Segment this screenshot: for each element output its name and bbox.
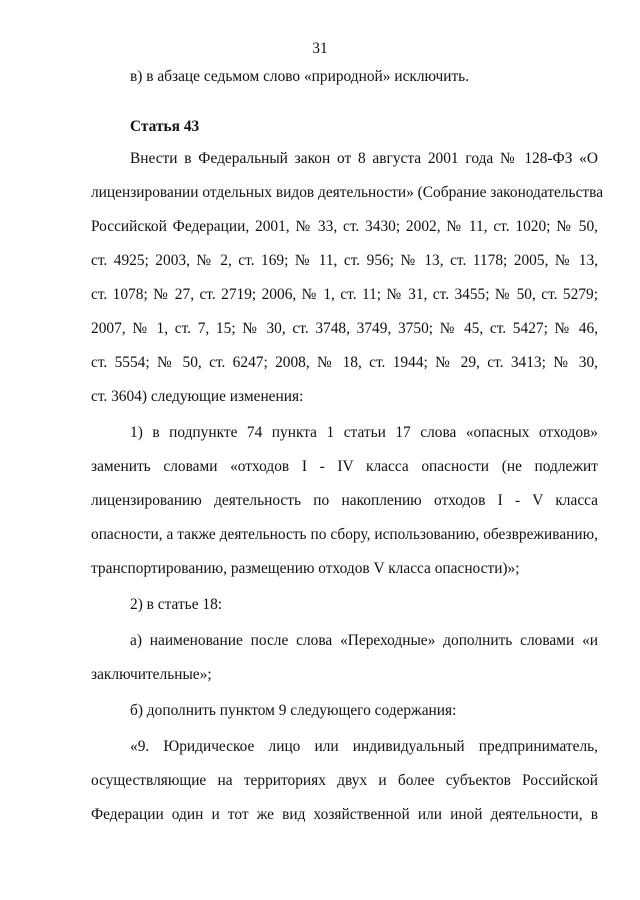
text-line: б) дополнить пунктом 9 следующего содержания:: [130, 702, 457, 719]
article-heading: Статья 43: [130, 118, 200, 135]
text-line: ст. 3604) следующие изменения:: [91, 388, 304, 405]
text-line: а) наименование после слова «Переходные» дополнить словами «и: [130, 632, 598, 649]
page-number: 31: [312, 40, 328, 57]
text-line: 2007, № 1, ст. 7, 15; № 30, ст. 3748, 3749, 3750; № 45, ст. 5427; № 46,: [91, 320, 598, 337]
text-line: ст. 1078; № 27, ст. 2719; 2006, № 1, ст. 11; № 31, ст. 3455; № 50, ст. 5279;: [91, 286, 598, 303]
text-line: Внести в Федеральный закон от 8 августа 2001 года № 128-ФЗ «О: [130, 150, 598, 167]
text-line: ст. 5554; № 50, ст. 6247; 2008, № 18, ст. 1944; № 29, ст. 3413; № 30,: [91, 354, 598, 371]
text-line: опасности, а также деятельность по сбору, использованию, обезвреживанию,: [91, 526, 598, 543]
text-line: «9. Юридическое лицо или индивидуальный предприниматель,: [130, 738, 598, 755]
text-line: ст. 4925; 2003, № 2, ст. 169; № 11, ст. 956; № 13, ст. 1178; 2005, № 13,: [91, 252, 598, 269]
text-line: Федерации один и тот же вид хозяйственной или иной деятельности, в: [91, 806, 598, 823]
text-line: 1) в подпункте 74 пункта 1 статьи 17 слова «опасных отходов»: [130, 424, 598, 441]
text-line: лицензировании отдельных видов деятельности» (Собрание законодательства: [91, 184, 604, 201]
text-line: заменить словами «отходов I - IV класса опасности (не подлежит: [91, 458, 598, 475]
text-line: в) в абзаце седьмом слово «природной» исключить.: [130, 68, 470, 85]
text-line: заключительные»;: [91, 666, 212, 683]
text-line: транспортированию, размещению отходов V класса опасности)»;: [91, 560, 520, 577]
text-line: 2) в статье 18:: [130, 596, 223, 613]
text-line: осуществляющие на территориях двух и более субъектов Российской: [91, 772, 598, 789]
text-line: Российской Федерации, 2001, № 33, ст. 3430; 2002, № 11, ст. 1020; № 50,: [91, 218, 598, 235]
text-line: лицензированию деятельность по накоплению отходов I - V класса: [91, 492, 598, 509]
